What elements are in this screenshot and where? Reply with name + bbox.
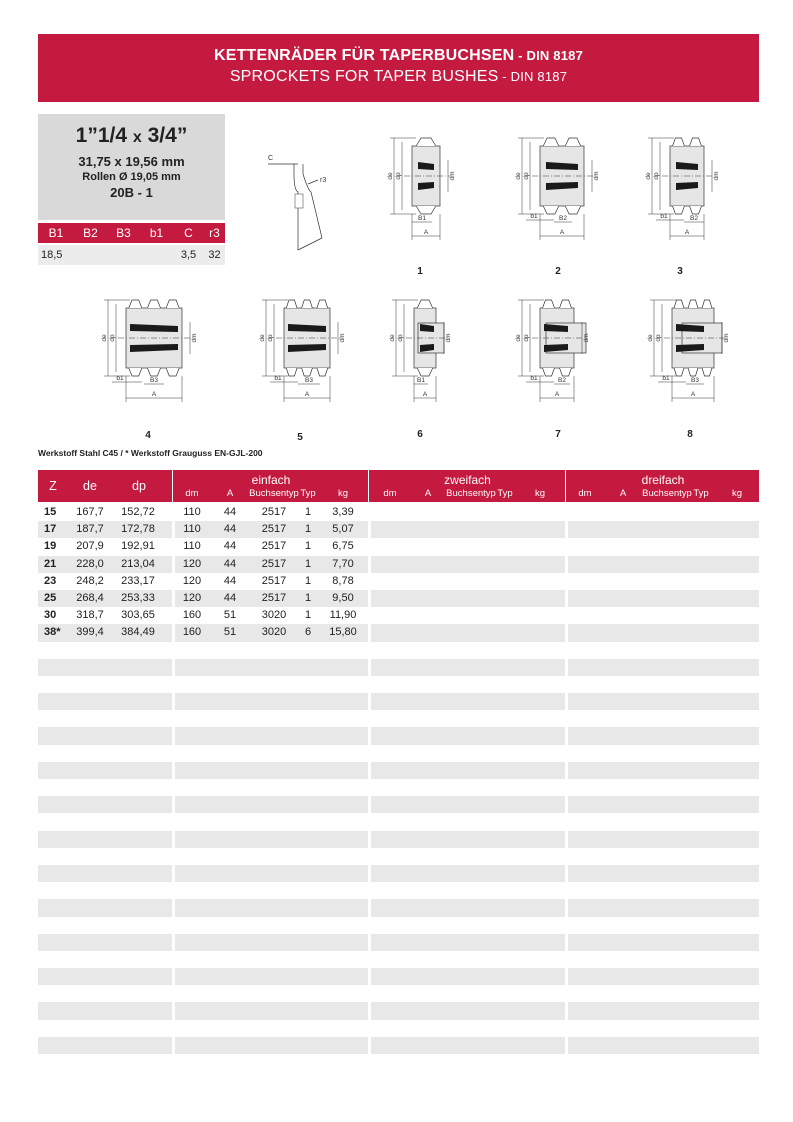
label-dp: dp (653, 172, 660, 180)
cell-z: 15 (44, 506, 57, 518)
cell-a: 51 (223, 609, 237, 622)
table-row (38, 831, 759, 848)
table-row (38, 779, 759, 796)
cell-a: 51 (223, 626, 237, 639)
label-b1-small: b1 (530, 213, 538, 220)
table-row (38, 521, 759, 538)
cell-typ: 1 (304, 557, 312, 570)
cell-z: 38* (44, 626, 61, 639)
cell-kg: 8,78 (332, 574, 354, 587)
label-a: A (304, 391, 310, 398)
cell-typ: 1 (304, 574, 312, 587)
cell-bt: 2517 (261, 557, 287, 570)
figure-number-1: 1 (417, 266, 423, 277)
table-row (38, 590, 759, 607)
figure-number-7: 7 (555, 429, 561, 440)
cell-de: 399,4 (76, 626, 104, 639)
cell-a: 44 (223, 557, 237, 570)
table-row (38, 848, 759, 865)
cell-bt: 2517 (261, 506, 287, 518)
label-dm: dm (723, 333, 730, 343)
cell-z: 25 (44, 591, 57, 604)
table-row (38, 556, 759, 573)
cell-dm: 120 (182, 557, 202, 570)
sprocket-table-body (38, 504, 759, 1054)
chain-code: 20B - 1 (110, 185, 153, 200)
table-row (38, 865, 759, 882)
cell-bt: 2517 (261, 574, 287, 587)
label-a: A (554, 391, 560, 398)
sub-header-buchsentyp-1: Buchsentyp (249, 488, 299, 499)
cell-bt: 3020 (261, 609, 287, 622)
cell-a: 44 (223, 523, 237, 536)
cell-kg: 15,80 (329, 626, 357, 639)
cell-typ: 6 (304, 626, 312, 639)
table-row (38, 968, 759, 985)
sub-header-a-2: A (424, 488, 432, 499)
label-dp: dp (109, 334, 116, 342)
dim-value-b3 (107, 245, 140, 265)
cell-kg: 3,39 (332, 506, 354, 518)
sub-header-a-1: A (226, 488, 234, 499)
header-banner (38, 34, 759, 102)
cell-bt: 2517 (261, 523, 287, 536)
label-width: B2 (558, 377, 566, 384)
cell-dp: 213,04 (121, 557, 155, 570)
cell-dm: 110 (183, 540, 201, 553)
label-dp: dp (267, 334, 274, 342)
label-de: de (515, 334, 522, 342)
cell-dm: 110 (183, 523, 201, 536)
label-dm: dm (445, 333, 452, 343)
label-a: A (151, 391, 157, 398)
label-de: de (647, 334, 654, 342)
sub-header-dm-3: dm (578, 488, 592, 499)
label-a: A (690, 391, 696, 398)
label-de: de (645, 172, 652, 180)
table-row (38, 642, 759, 659)
label-dm: dm (713, 171, 720, 181)
label-dp: dp (395, 172, 402, 180)
figure-number-2: 2 (555, 266, 561, 277)
roller-diameter: Rollen Ø 19,05 mm (82, 171, 181, 183)
label-width: B2 (690, 215, 698, 222)
cell-dm: 120 (182, 591, 202, 604)
label-width: B1 (417, 377, 425, 384)
cell-dp: 303,65 (121, 609, 155, 622)
cell-bt: 3020 (261, 626, 287, 639)
sub-header-a-3: A (619, 488, 627, 499)
group-header-dreifach: dreifach (641, 473, 685, 487)
cell-z: 23 (44, 574, 57, 587)
cell-kg: 9,50 (332, 591, 354, 604)
label-r3: r3 (320, 177, 327, 184)
dim-value-b1-small (140, 245, 173, 265)
cell-a: 44 (223, 540, 237, 553)
material-note: Werkstoff Stahl C45 / * Werkstoff Grauguss EN-GJL-200 (38, 448, 263, 458)
sprocket-type-2-diagram (508, 130, 608, 277)
dim-header-b3: B3 (116, 226, 131, 240)
label-a: A (559, 229, 565, 236)
label-b1-small: b1 (116, 375, 124, 382)
dim-value-b1: 18,5 (41, 249, 63, 261)
table-row (38, 710, 759, 727)
sub-header-kg-1: kg (337, 488, 349, 499)
sprocket-type-8-diagram (640, 292, 740, 440)
chain-size: 1”1/4 x 3/4” (75, 124, 188, 147)
label-width: B3 (150, 377, 158, 384)
sub-header-typ-2: Typ (497, 488, 513, 499)
dim-header-r3: r3 (209, 226, 220, 240)
cell-de: 248,2 (76, 574, 104, 587)
col-header-z: Z (49, 479, 57, 493)
label-width: B3 (691, 377, 699, 384)
dimension-header (38, 223, 225, 243)
cell-z: 19 (44, 540, 57, 553)
cell-a: 44 (223, 574, 237, 587)
cell-de: 318,7 (76, 609, 104, 622)
label-b1-small: b1 (274, 375, 282, 382)
label-de: de (101, 334, 108, 342)
cell-de: 228,0 (76, 557, 104, 570)
sub-header-dm-2: dm (383, 488, 397, 499)
sub-header-buchsentyp-3: Buchsentyp (642, 488, 692, 499)
table-row (38, 607, 759, 624)
title-english: SPROCKETS FOR TAPER BUSHES - DIN 8187 (229, 68, 568, 85)
cell-typ: 1 (304, 523, 312, 536)
label-c: C (268, 155, 274, 162)
cell-typ: 1 (304, 540, 312, 553)
sprocket-type-4-diagram (88, 292, 208, 441)
label-dm: dm (583, 333, 590, 343)
table-row (38, 813, 759, 830)
cell-dp: 192,91 (121, 540, 155, 553)
cell-a: 44 (223, 591, 237, 604)
cell-bt: 2517 (261, 540, 287, 553)
table-row (38, 624, 759, 641)
sub-header-typ-1: Typ (300, 488, 316, 499)
label-dp: dp (655, 334, 662, 342)
cell-kg: 5,07 (332, 523, 354, 536)
group-header-einfach: einfach (251, 473, 291, 487)
cell-z: 17 (44, 523, 57, 536)
figure-number-6: 6 (417, 429, 423, 440)
table-row (38, 538, 759, 555)
figure-number-4: 4 (145, 430, 151, 441)
label-de: de (515, 172, 522, 180)
cell-bt: 2517 (261, 591, 287, 604)
dim-value-c: 3,5 (180, 249, 197, 261)
figure-number-8: 8 (687, 429, 693, 440)
label-width: B2 (559, 215, 567, 222)
label-width: B3 (305, 377, 313, 384)
label-dm: dm (593, 171, 600, 181)
table-row (38, 504, 759, 521)
cell-a: 44 (223, 506, 237, 518)
dim-header-b1: B1 (48, 226, 64, 240)
table-row (38, 917, 759, 934)
table-row (38, 745, 759, 762)
label-dp: dp (523, 172, 530, 180)
sub-header-kg-3: kg (731, 488, 743, 499)
table-row (38, 1037, 759, 1054)
cell-z: 30 (44, 609, 57, 622)
table-row (38, 796, 759, 813)
table-row (38, 899, 759, 916)
table-row (38, 1002, 759, 1019)
sprocket-type-7-diagram (508, 292, 608, 440)
cell-dp: 172,78 (121, 523, 155, 536)
title-german: KETTENRÄDER FÜR TAPERBUCHSEN - DIN 8187 (213, 47, 584, 64)
cell-de: 268,4 (76, 591, 104, 604)
dim-header-b2: B2 (83, 226, 98, 240)
col-header-dp: dp (132, 479, 146, 493)
cell-dp: 384,49 (121, 626, 155, 639)
label-dp: dp (523, 334, 530, 342)
sprocket-type-6-diagram (380, 292, 460, 440)
dim-value-r3: 32 (208, 249, 221, 261)
cell-dp: 253,33 (121, 591, 155, 604)
cell-de: 167,7 (76, 506, 104, 518)
cell-dm: 160 (182, 626, 202, 639)
chain-spec-box (38, 114, 225, 220)
figure-number-5: 5 (297, 432, 303, 443)
table-row (38, 1020, 759, 1037)
sub-header-buchsentyp-2: Buchsentyp (446, 488, 496, 499)
label-dm: dm (339, 333, 346, 343)
cell-de: 207,9 (76, 540, 104, 553)
cell-typ: 1 (304, 591, 312, 604)
label-b1-small: b1 (662, 375, 670, 382)
table-row (38, 676, 759, 693)
sub-header-kg-2: kg (534, 488, 546, 499)
dim-header-b1-small: b1 (149, 226, 164, 240)
label-de: de (389, 334, 396, 342)
label-a: A (684, 229, 690, 236)
cell-dm: 160 (182, 609, 202, 622)
cell-dp: 233,17 (121, 574, 155, 587)
cell-kg: 11,90 (329, 609, 357, 622)
cell-typ: 1 (304, 506, 312, 518)
cell-typ: 1 (304, 609, 312, 622)
label-dp: dp (397, 334, 404, 342)
table-row (38, 573, 759, 590)
sprocket-type-3-diagram (640, 130, 720, 277)
cell-dp: 152,72 (121, 506, 155, 518)
figure-number-3: 3 (677, 266, 683, 277)
label-b1-small: b1 (530, 375, 538, 382)
cell-dm: 120 (182, 574, 202, 587)
table-row (38, 985, 759, 1002)
sprocket-type-1-diagram (380, 130, 460, 277)
label-a: A (422, 391, 428, 398)
dim-value-b2 (74, 245, 107, 265)
cell-kg: 7,70 (332, 557, 354, 570)
cell-z: 21 (44, 557, 57, 570)
table-row (38, 659, 759, 676)
table-row (38, 934, 759, 951)
label-de: de (259, 334, 266, 342)
cell-kg: 6,75 (332, 540, 354, 553)
cell-de: 187,7 (76, 523, 104, 536)
dim-header-c: C (184, 226, 193, 240)
table-header (38, 470, 759, 502)
table-row (38, 951, 759, 968)
label-width: B1 (418, 215, 426, 222)
label-a: A (423, 229, 429, 236)
dimension-values (38, 245, 225, 265)
tooth-profile-diagram (262, 150, 342, 255)
table-row (38, 727, 759, 744)
cell-dm: 110 (183, 506, 201, 518)
label-de: de (387, 172, 394, 180)
label-dm: dm (449, 171, 456, 181)
sub-header-dm-1: dm (185, 488, 199, 499)
table-row (38, 882, 759, 899)
label-b1-small: b1 (660, 213, 668, 220)
group-header-zweifach: zweifach (444, 473, 491, 487)
sub-header-typ-3: Typ (693, 488, 709, 499)
col-header-de: de (83, 479, 97, 493)
table-row (38, 693, 759, 710)
label-dm: dm (191, 333, 198, 343)
sprocket-type-5-diagram (250, 292, 350, 443)
table-row (38, 762, 759, 779)
chain-size-mm: 31,75 x 19,56 mm (78, 154, 185, 169)
